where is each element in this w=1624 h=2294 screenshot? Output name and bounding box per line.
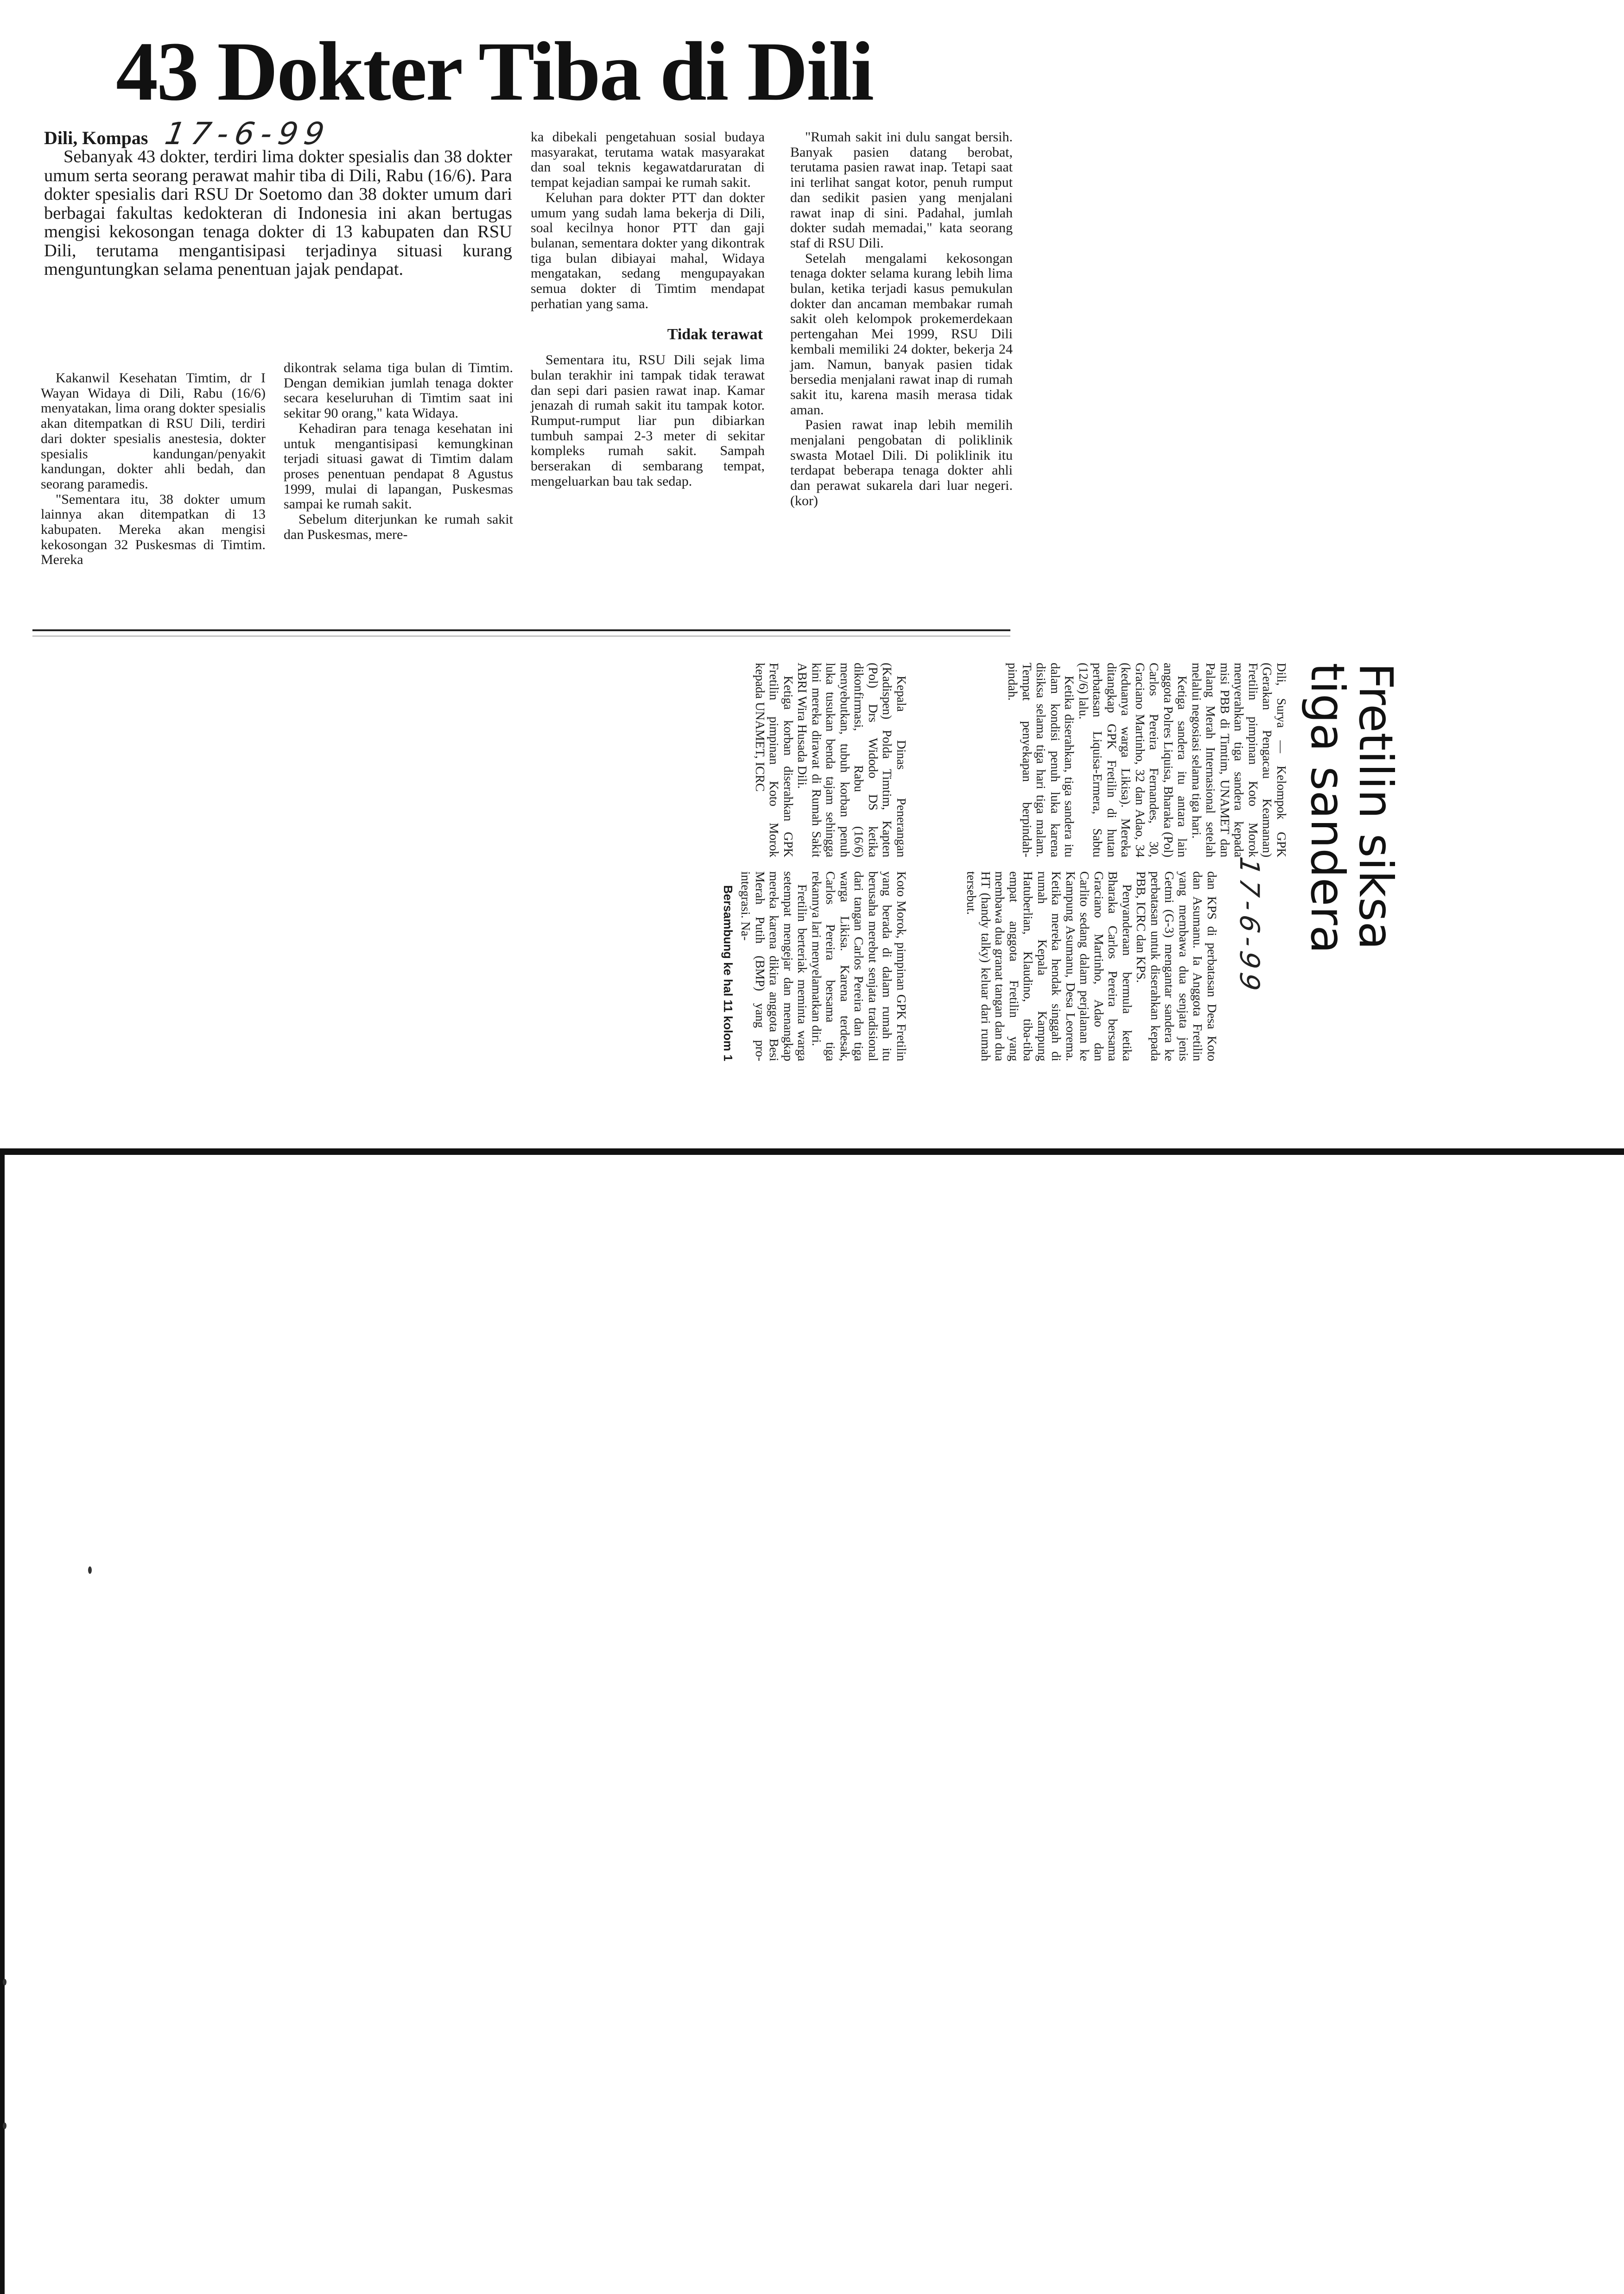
headline: [1300, 663, 1403, 1145]
paragraph: Koto Morok, pimpinan GPK Fretilin yang berada di dalam rumah itu berusaha merebut senjata tradisional dari tangan Carlos Pereira dan tiga warga Likisa. Karena terdesak, Carlos Pereira bersama tiga rekannya lari menyelamatkan diri.: [810, 871, 909, 1061]
paragraph: Kepala Dinas Penerangan (Kadispen) Polda Timtim, Kapten (Pol) Drs Widodo DS ketika dikonfirmasi, Rabu (16/6) menyebutkan, tubuh korban penuh luka tusukan benda tajam sehingga kini mereka dirawat di Rumah Sakit ABRI Wira Husada Dili.: [795, 663, 909, 857]
column-1: [41, 371, 266, 568]
lead-paragraph: Sebanyak 43 dokter, terdiri lima dokter spesialis dan 38 dokter umum serta seorang perawat mahir tiba di Dili, Rabu (16/6). Para dokter spesialis dari RSU Dr Soetomo dan 38 dokter umum dari berbagai fakultas kedokteran di Indonesia ini akan bertugas mengisi kekosongan tenaga dokter di 13 kabupaten dan RSU Dili, terutama mengantisipasi terjadinya situasi kurang menguntungkan selama penentuan jajak pendapat.: [44, 147, 512, 279]
column-3: [531, 130, 765, 489]
headline-line-1: Fretilin siksa: [1349, 663, 1403, 950]
paragraph: Sementara itu, RSU Dili sejak lima bulan terakhir ini tampak tidak terawat dan sepi dari pasien rawat inap. Kamar jenazah di rumah sakit itu tampak kotor. Rumput-rumput liar pun dibiarkan tumbuh sampai 2-3 meter di sekitar kompleks rumah sakit. Sampah berserakan di sembarang tempat, mengeluarkan bau tak sedap.: [531, 352, 765, 489]
paragraph: Fretilin berteriak meminta warga setempat mengejar dan menangkap mereka karena dikira anggota Besi Merah Putih (BMP) yang pro-integrasi. Na-: [739, 871, 810, 1061]
paragraph: Keluhan para dokter PTT dan dokter umum yang sudah lama bekerja di Dili, soal kecilnya honor PTT dan gaji bulanan, sementara dokter yang dikontrak tiga bulan dibiayai mahal, Widaya mengatakan, sedang mengupayakan semua dokter di Timtim mendapat perhatian yang sama.: [531, 190, 765, 311]
headline: 43 Dokter Tiba di Dili: [116, 25, 873, 118]
scan-speck: [88, 1566, 92, 1574]
paragraph: Setelah mengalami kekosongan tenaga dokter selama kurang lebih lima bulan, ketika terjadi kasus pemukulan dokter dan ancaman membakar rumah sakit oleh kelompok prokemerdekaan pertengahan Mei 1999, RSU Dili kembali memiliki 24 dokter, bekerja 24 jam. Namun, banyak pasien tidak bersedia menjalani rawat inap di rumah sakit itu, karena masih merasa tidak aman.: [790, 250, 1013, 418]
subheading: Tidak terawat: [667, 326, 763, 343]
continued-note: Bersambung ke hal 11 kolom 1: [721, 885, 735, 1061]
paragraph: "Rumah sakit ini dulu sangat bersih. Banyak pasien datang berobat, terutama pasien rawat inap. Tetapi saat ini terlihat sangat kotor, penuh rumput dan sedikit pasien yang menjalani rawat inap di sini. Padahal, jumlah dokter sudah memadai," kata seorang staf di RSU Dili.: [790, 129, 1013, 251]
paragraph: Kakanwil Kesehatan Timtim, dr I Wayan Widaya di Dili, Rabu (16/6) menyatakan, lima orang dokter spesialis akan ditempatkan di RSU Dili, terdiri dari dokter spesialis anestesia, dokter spesialis kandungan/penyakit kandungan, dokter ahli bedah, dan seorang paramedis.: [41, 370, 266, 492]
column-1: [1006, 663, 1288, 857]
dateline: Dili, Kompas: [44, 127, 148, 148]
column-2: [284, 361, 513, 542]
paragraph: dan KPS di perbatasan Desa Koto dan Asumanu. Ia Anggota Fretilin yang membawa dua senjata jenis Getmi (G-3) mengantar sandera ke perbatasan untuk diserahkan kepada PBB, ICRC dan KPS.: [1134, 871, 1219, 1061]
paragraph: Dili, Surya — Kelompok GPK (Gerakan Pengacau Keamanan) Fretilin pimpinan Koto Morok menyerahkan tiga sandera kepada misi PBB di Timtim, UNAMET dan Palang Merah Internasional setelah melalui negosiasi selama tiga hari.: [1190, 663, 1289, 857]
rotated-article-block: [542, 663, 1403, 1149]
paragraph: Pasien rawat inap lebih memilih menjalani pengobatan di poliklinik swasta Motael Dili. Di poliklinik itu terdapat beberapa tenaga dokter ahli dan perawat sukarela dari luar negeri. (kor): [790, 417, 1013, 508]
paragraph: Ketiga korban diserahkan GPK Fretilin pimpinan Koto Morok kepada UNAMET, ICRC: [753, 663, 796, 857]
paragraph: Sebelum diterjunkan ke rumah sakit dan Puskesmas, mere-: [284, 512, 513, 542]
paragraph: Kehadiran para tenaga kesehatan ini untuk mengantisipasi kemungkinan terjadi situasi gawat di Timtim dalam proses penentuan pendapat 8 Agustus 1999, mulai di lapangan, Puskesmas sampai ke rumah sakit.: [284, 420, 513, 512]
paragraph: "Sementara itu, 38 dokter umum lainnya akan ditempatkan di 13 kabupaten. Mereka akan mengisi kekosongan 32 Puskesmas di Timtim. Mereka: [41, 491, 266, 568]
column-2: [964, 871, 1219, 1061]
headline-line-2: tiga sandera: [1300, 663, 1355, 954]
column-4: [721, 871, 909, 1061]
dateline-row: [44, 116, 334, 152]
handwritten-date: 17-6-99: [162, 116, 334, 152]
paragraph: dikontrak selama tiga bulan di Timtim. Dengan demikian jumlah tenaga dokter secara keseluruhan di Timtim saat ini sekitar 90 orang," kata Widaya.: [284, 360, 513, 421]
paragraph: Penyanderaan bermula ketika Bharaka Carlos Pereira bersama Graciano Martinho, Adao dan Carlito sedang dalam perjalanan ke Kampung Asumanu, Desa Leorema. Ketika mereka hendak singgah di rumah Kepala Kampung Hatuberlian, Klaudino, tiba-tiba empat anggota Fretilin yang membawa dua granat tangan dan dua HT (handy talky) keluar dari rumah tersebut.: [964, 871, 1135, 1061]
handwritten-date: 17-6-99: [1234, 855, 1265, 998]
paragraph: Ketiga sandera itu antara lain anggota Polres Liquisa, Bharaka (Pol) Carlos Pereira Fernandes, 30, Graciano Martinho, 32 dan Adao, 34 (keduanya warga Likisa). Mereka ditangkap GPK Fretilin di hutan perbatasan Liquisa-Ermera, Sabtu (12/6) lalu.: [1077, 663, 1190, 857]
scan-border-top: [0, 1148, 1624, 1155]
scan-speck: [3, 1979, 6, 1985]
paragraph: Ketika diserahkan, tiga sandera itu dalam kondisi penuh luka karena disiksa selama tiga hari tiga malam. Tempat penyekapan berpindah-pindah.: [1006, 663, 1077, 857]
article-divider: [32, 629, 1010, 631]
scan-speck: [3, 2123, 6, 2129]
column-3: [753, 663, 909, 857]
column-4: [790, 130, 1013, 509]
paragraph: ka dibekali pengetahuan sosial budaya masyarakat, terutama watak masyarakat dan soal teknis kegawatdaruratan di tempat kejadian sampai ke rumah sakit.: [531, 129, 765, 190]
